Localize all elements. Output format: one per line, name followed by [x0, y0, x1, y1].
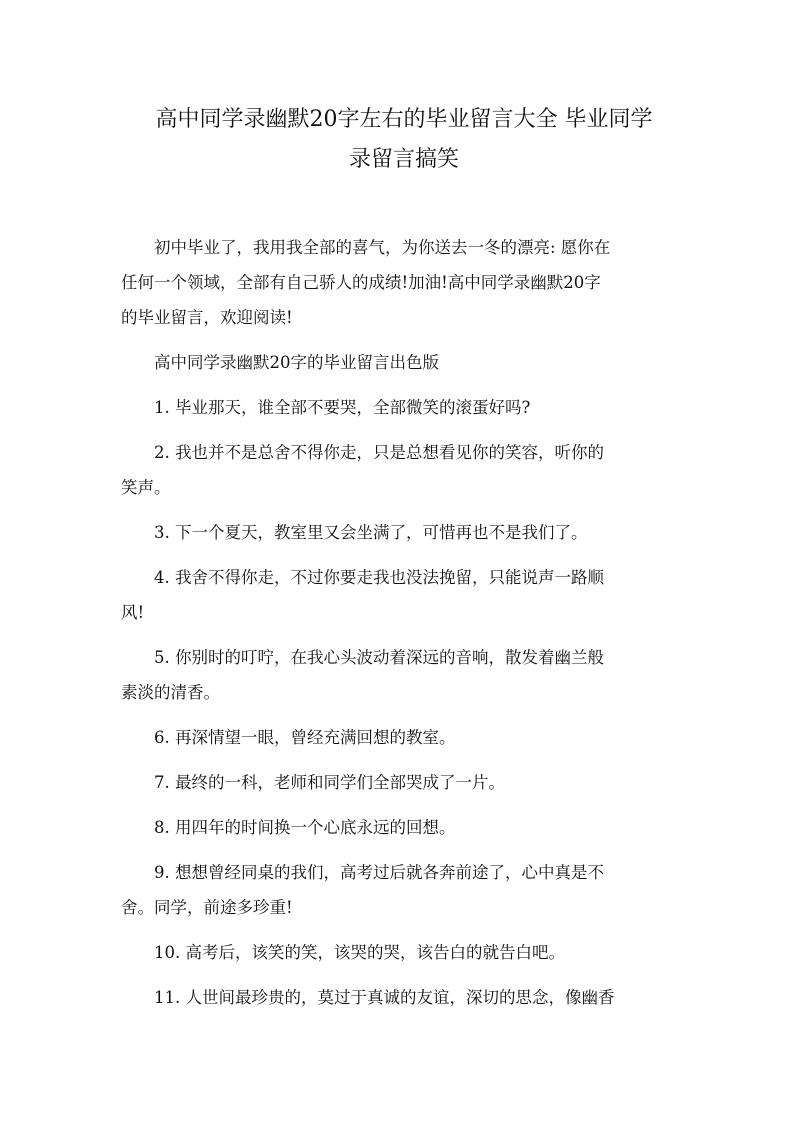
list-item [121, 720, 687, 755]
text-line: 11. 人世间最珍贵的，莫过于真诚的友谊，深切的思念，像幽香 [154, 988, 615, 1007]
title-line: 录留言搞笑 [348, 147, 459, 172]
list-item [121, 810, 687, 845]
text-line: 笑声。 [121, 478, 171, 497]
text-line: 3. 下一个夏天，教室里又会坐满了，可惜再也不是我们了。 [154, 523, 588, 542]
document-title [121, 100, 687, 180]
text-line: 5. 你别时的叮咛，在我心头波动着深远的音响，散发着幽兰般 [154, 648, 604, 667]
text-line: 1. 毕业那天，谁全部不要哭，全部微笑的滚蛋好吗? [154, 398, 531, 417]
text-line: 6. 再深情望一眼，曾经充满回想的教室。 [154, 728, 456, 747]
list-item [121, 935, 687, 970]
text-line: 高中同学录幽默20字的毕业留言出色版 [154, 353, 439, 372]
title-line: 高中同学录幽默20字左右的毕业留言大全 毕业同学 [155, 107, 653, 132]
text-line: 舍。同学，前途多珍重! [121, 898, 293, 917]
text-line: 10. 高考后，该笑的笑，该哭的哭，该告白的就告白吧。 [154, 943, 565, 962]
intro-paragraph [121, 230, 687, 335]
text-line: 素淡的清香。 [121, 683, 220, 702]
text-line: 4. 我舍不得你走，不过你要走我也没法挽留，只能说声一路顺 [154, 568, 604, 587]
text-line: 7. 最终的一科，老师和同学们全部哭成了一片。 [154, 773, 505, 792]
text-line: 2. 我也并不是总舍不得你走，只是总想看见你的笑容，听你的 [154, 443, 604, 462]
list-item [121, 765, 687, 800]
text-line: 任何一个领域，全部有自己骄人的成绩!加油!高中同学录幽默20字 [121, 273, 601, 292]
list-item [121, 435, 687, 505]
text-line: 风! [121, 603, 145, 622]
text-line: 的毕业留言，欢迎阅读! [121, 308, 293, 327]
list-item [121, 390, 687, 425]
text-line: 初中毕业了，我用我全部的喜气，为你送去一冬的漂亮: 愿你在 [154, 238, 611, 257]
text-line: 9. 想想曾经同桌的我们，高考过后就各奔前途了，心中真是不 [154, 863, 604, 882]
list-item [121, 515, 687, 550]
text-line: 8. 用四年的时间换一个心底永远的回想。 [154, 818, 456, 837]
document-body [121, 230, 687, 1015]
list-item [121, 560, 687, 630]
list-item [121, 640, 687, 710]
list-item [121, 980, 687, 1015]
list-item [121, 855, 687, 925]
section-heading [121, 345, 687, 380]
